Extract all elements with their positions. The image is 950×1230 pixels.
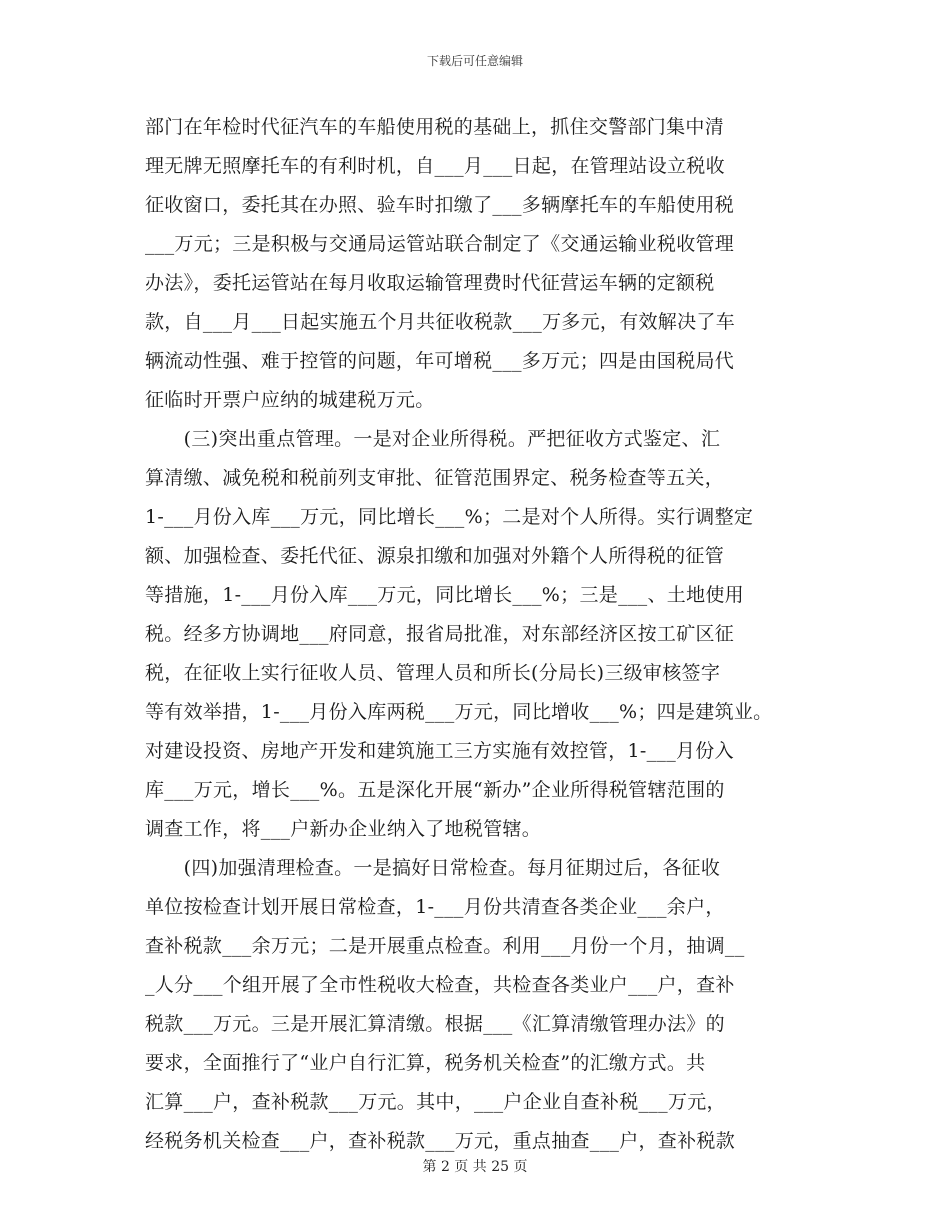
document-body (145, 108, 815, 1161)
text-line: 等措施，1-___月份入库___万元，同比增长___%；三是___、土地使用 (145, 584, 744, 606)
text-line: 要求，全面推行了“业户自行汇算，税务机关检查”的汇缴方式。共 (145, 1052, 706, 1074)
text-line: ___万元；三是积极与交通局运管站联合制定了《交通运输业税收管理 (145, 233, 735, 255)
text-line: 等有效举措，1-___月份入库两税___万元，同比增收___%；四是建筑业。 (145, 701, 773, 723)
text-line: 理无牌无照摩托车的有利时机，自___月___日起，在管理站设立税收 (145, 155, 725, 177)
text-line: 经税务机关检查___户，查补税款___万元，重点抽查___户，查补税款 (145, 1130, 736, 1152)
text-line: 汇算___户，查补税款___万元。其中，___户企业自查补税___万元， (145, 1091, 726, 1113)
text-line: 征临时开票户应纳的城建税万元。 (145, 389, 435, 411)
text-line: 查补税款___余万元；二是开展重点检查。利用___月份一个月，抽调__ (145, 935, 745, 957)
section-heading-line: (四)加强清理检查。一是搞好日常检查。每月征期过后，各征收 (145, 857, 721, 879)
page-header: 下载后可任意编辑 (426, 54, 523, 68)
text-line: 1-___月份入库___万元，同比增长___%；二是对个人所得。实行调整定 (145, 506, 754, 528)
text-line: 税。经多方协调地___府同意，报省局批准，对东部经济区按工矿区征 (145, 623, 735, 645)
text-line: 税，在征收上实行征收人员、管理人员和所长(分局长)三级审核签字 (145, 662, 721, 684)
text-line: _人分___个组开展了全市性税收大检查，共检查各类业户___户，查补 (145, 974, 735, 996)
text-line: 辆流动性强、难于控管的问题，年可增税___多万元；四是由国税局代 (145, 350, 735, 372)
text-line: 部门在年检时代征汽车的车船使用税的基础上，抓住交警部门集中清 (145, 116, 725, 138)
text-line: 库___万元，增长___%。五是深化开展“新办”企业所得税管辖范围的 (145, 779, 725, 801)
text-line: 单位按检查计划开展日常检查，1-___月份共清查各类企业___余户， (145, 896, 725, 918)
section-heading-line: (三)突出重点管理。一是对企业所得税。严把征收方式鉴定、汇 (145, 428, 721, 450)
text-line: 征收窗口，委托其在办照、验车时扣缴了___多辆摩托车的车船使用税 (145, 194, 735, 216)
text-line: 款，自___月___日起实施五个月共征收税款___万多元，有效解决了车 (145, 311, 736, 333)
text-line: 算清缴、减免税和税前列支审批、征管范围界定、税务检查等五关， (145, 467, 725, 489)
text-line: 办法》，委托运管站在每月收取运输管理费时代征营运车辆的定额税 (145, 272, 715, 294)
text-line: 调查工作，将___户新办企业纳入了地税管辖。 (145, 818, 542, 840)
text-line: 对建设投资、房地产开发和建筑施工三方实施有效控管，1-___月份入 (145, 740, 734, 762)
text-line: 额、加强检查、委托代征、源泉扣缴和加强对外籍个人所得税的征管 (145, 545, 725, 567)
page-footer: 第 2 页 共 25 页 (422, 1159, 528, 1175)
text-line: 税款___万元。三是开展汇算清缴。根据___《汇算清缴管理办法》的 (145, 1013, 725, 1035)
